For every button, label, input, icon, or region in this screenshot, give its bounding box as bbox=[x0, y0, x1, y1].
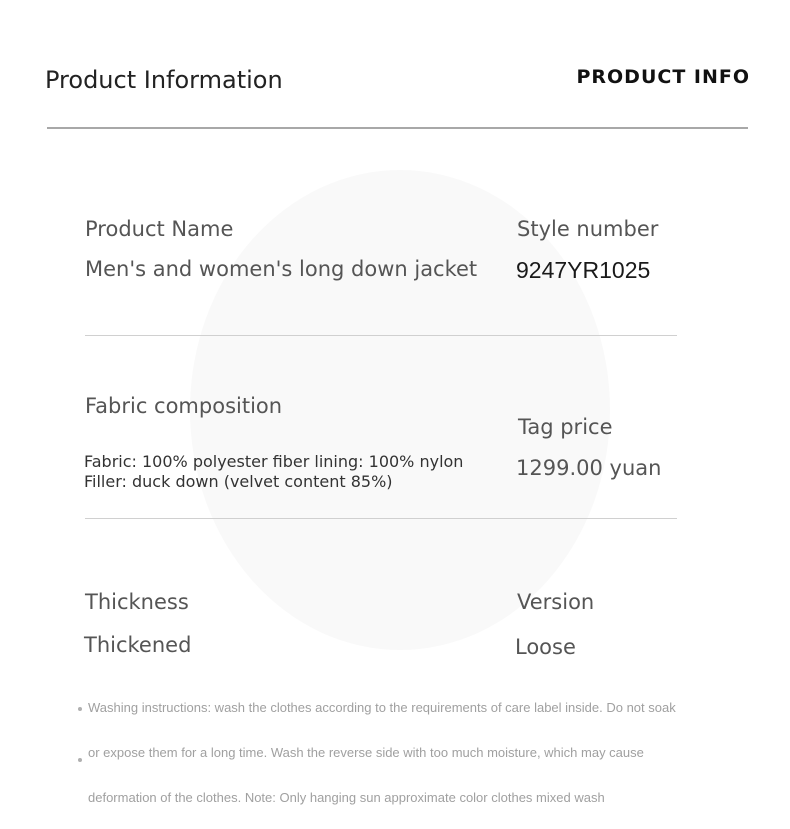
style-number-label: Style number bbox=[517, 217, 659, 241]
page-title: Product Information bbox=[45, 66, 283, 94]
tag-price-value: 1299.00 yuan bbox=[516, 456, 662, 480]
note-line: deformation of the clothes. Note: Only hanging sun approximate color clothes mixed wash bbox=[88, 790, 605, 805]
fabric-composition-label: Fabric composition bbox=[85, 394, 283, 418]
version-label: Version bbox=[517, 590, 595, 614]
bullet-icon bbox=[78, 707, 82, 711]
tag-price-label: Tag price bbox=[518, 415, 613, 439]
product-name-label: Product Name bbox=[85, 217, 234, 241]
note-line: Washing instructions: wash the clothes according to the requirements of care label inside. Do not soak bbox=[88, 700, 676, 715]
note-line: or expose them for a long time. Wash the reverse side with too much moisture, which may cause bbox=[88, 745, 644, 760]
bullet-icon bbox=[78, 758, 82, 762]
thickness-label: Thickness bbox=[85, 590, 189, 614]
thickness-value: Thickened bbox=[84, 633, 192, 657]
product-name-value: Men's and women's long down jacket bbox=[85, 257, 478, 281]
filler-composition-line: Filler: duck down (velvet content 85%) bbox=[84, 472, 393, 491]
page-title-en: PRODUCT INFO bbox=[576, 66, 750, 88]
row-divider bbox=[85, 335, 677, 336]
style-number-value: 9247YR1025 bbox=[516, 257, 651, 283]
header-divider bbox=[47, 127, 748, 129]
fabric-composition-line: Fabric: 100% polyester fiber lining: 100% nylon bbox=[84, 452, 464, 471]
version-value: Loose bbox=[515, 635, 576, 659]
row-divider bbox=[85, 518, 677, 519]
